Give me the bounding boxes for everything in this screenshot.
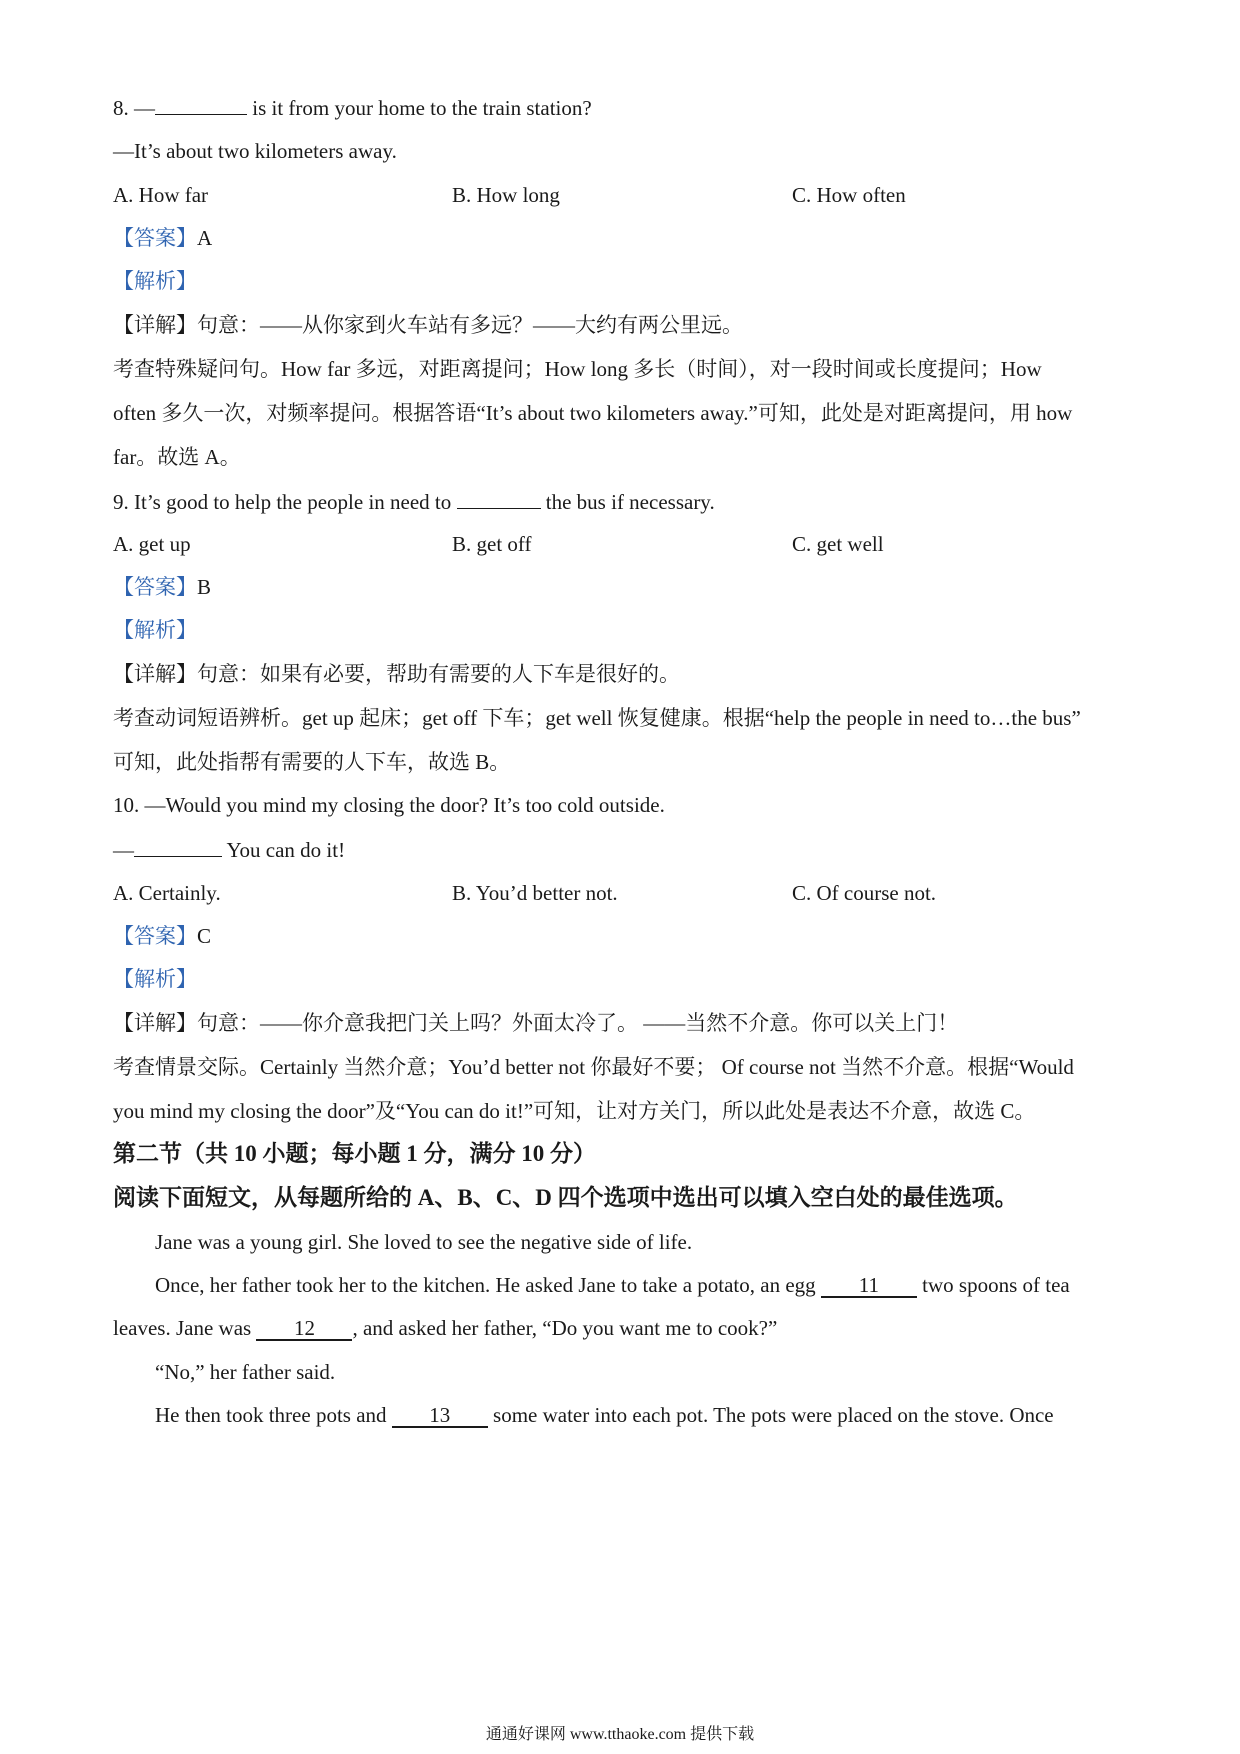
- q9-option-c: C. get well: [792, 532, 884, 556]
- q10-reply-prefix: —: [113, 838, 134, 862]
- q10-option-b: B. You’d better not.: [452, 881, 618, 905]
- detail-label: 【详解】: [113, 662, 197, 686]
- q10-reply: [113, 834, 345, 865]
- q9-explain-line-1: 考查动词短语辨析。get up 起床；get off 下车；get well 恢复健康。根据“help the people in need to…the bus”: [113, 706, 1081, 730]
- answer-label: 【答案】: [113, 226, 197, 250]
- passage-paragraph-4: [155, 1400, 1054, 1430]
- q9-answer: [113, 572, 211, 602]
- q9-explain-line-2: 可知，此处指帮有需要的人下车，故选 B。: [113, 750, 511, 774]
- q9-stem-prefix: 9. It’s good to help the people in need to: [113, 490, 457, 514]
- q10-stem: 10. —Would you mind my closing the door? It’s too cold outside.: [113, 793, 665, 817]
- passage-text: two spoons of tea: [916, 1273, 1070, 1297]
- q10-answer: [113, 921, 211, 951]
- q10-reply-suffix: You can do it!: [222, 838, 346, 862]
- q8-explain-line-3: far。故选 A。: [113, 445, 241, 469]
- q9-stem-suffix: the bus if necessary.: [540, 490, 715, 514]
- answer-value: B: [197, 575, 212, 599]
- q8-analysis-label: 【解析】: [113, 269, 197, 293]
- passage-paragraph-2: [155, 1270, 1070, 1300]
- q10-explain-line-1: 考查情景交际。Certainly 当然介意；You’d better not 你最好不要； Of course not 当然不介意。根据“Would: [113, 1055, 1074, 1079]
- passage-text: He then took three pots and: [155, 1403, 392, 1427]
- answer-label: 【答案】: [113, 924, 197, 948]
- detail-text: 句意：——从你家到火车站有多远？——大约有两公里远。: [197, 313, 743, 337]
- q8-detail: [113, 310, 743, 340]
- q9-option-a: A. get up: [113, 532, 191, 556]
- detail-text: 句意：如果有必要，帮助有需要的人下车是很好的。: [197, 662, 680, 686]
- q8-option-b: B. How long: [452, 183, 560, 207]
- q8-stem-suffix: is it from your home to the train station?: [247, 96, 592, 120]
- q10-explain-line-2: you mind my closing the door”及“You can do it!”可知，让对方关门，所以此处是表达不介意，故选 C。: [113, 1099, 1036, 1123]
- answer-value: C: [197, 924, 212, 948]
- passage-text: leaves. Jane was: [113, 1316, 257, 1340]
- q8-reply: —It’s about two kilometers away.: [113, 139, 397, 163]
- section-title: 第二节（共 10 小题；每小题 1 分，满分 10 分）: [113, 1141, 596, 1166]
- q10-analysis-label: 【解析】: [113, 967, 197, 991]
- detail-label: 【详解】: [113, 313, 197, 337]
- q8-option-a: A. How far: [113, 183, 209, 207]
- q10-detail: [113, 1008, 958, 1038]
- q9-detail: [113, 659, 680, 689]
- q8-explain-line-2: often 多久一次，对频率提问。根据答语“It’s about two kilometers away.”可知，此处是对距离提问，用 how: [113, 401, 1073, 425]
- q9-option-b: B. get off: [452, 532, 532, 556]
- q8-stem: [113, 92, 592, 123]
- q8-stem-prefix: 8. —: [113, 96, 155, 120]
- section-instruction: 阅读下面短文，从每题所给的 A、B、C、D 四个选项中选出可以填入空白处的最佳选项。: [113, 1185, 1018, 1210]
- q8-explain-line-1: 考查特殊疑问句。How far 多远，对距离提问；How long 多长（时间），对一段时间或长度提问；How: [113, 357, 1042, 381]
- q10-option-c: C. Of course not.: [792, 881, 937, 905]
- blank-11: 11: [821, 1274, 917, 1298]
- q9-stem: [113, 486, 715, 517]
- q8-answer: [113, 223, 212, 253]
- detail-label: 【详解】: [113, 1011, 197, 1035]
- q9-analysis-label: 【解析】: [113, 618, 197, 642]
- passage-text: , and asked her father, “Do you want me to cook?”: [352, 1316, 778, 1340]
- answer-label: 【答案】: [113, 575, 197, 599]
- q10-option-a: A. Certainly.: [113, 881, 221, 905]
- page-footer: 通通好课网 www.tthaoke.com 提供下载: [485, 1726, 755, 1743]
- passage-paragraph-3: “No,” her father said.: [155, 1360, 336, 1384]
- passage-paragraph-2-cont: [113, 1313, 777, 1343]
- q10-blank: [134, 834, 222, 857]
- q8-blank: [155, 92, 247, 115]
- q9-blank: [457, 486, 541, 509]
- answer-value: A: [197, 226, 213, 250]
- passage-paragraph-1: Jane was a young girl. She loved to see the negative side of life.: [155, 1230, 693, 1254]
- passage-text: Once, her father took her to the kitchen. He asked Jane to take a potato, an egg: [155, 1273, 821, 1297]
- q8-option-c: C. How often: [792, 183, 906, 207]
- blank-13: 13: [392, 1404, 488, 1428]
- passage-text: some water into each pot. The pots were placed on the stove. Once: [487, 1403, 1054, 1427]
- blank-12: 12: [256, 1317, 352, 1341]
- detail-text: 句意：——你介意我把门关上吗？外面太冷了。 ——当然不介意。你可以关上门！: [197, 1011, 959, 1035]
